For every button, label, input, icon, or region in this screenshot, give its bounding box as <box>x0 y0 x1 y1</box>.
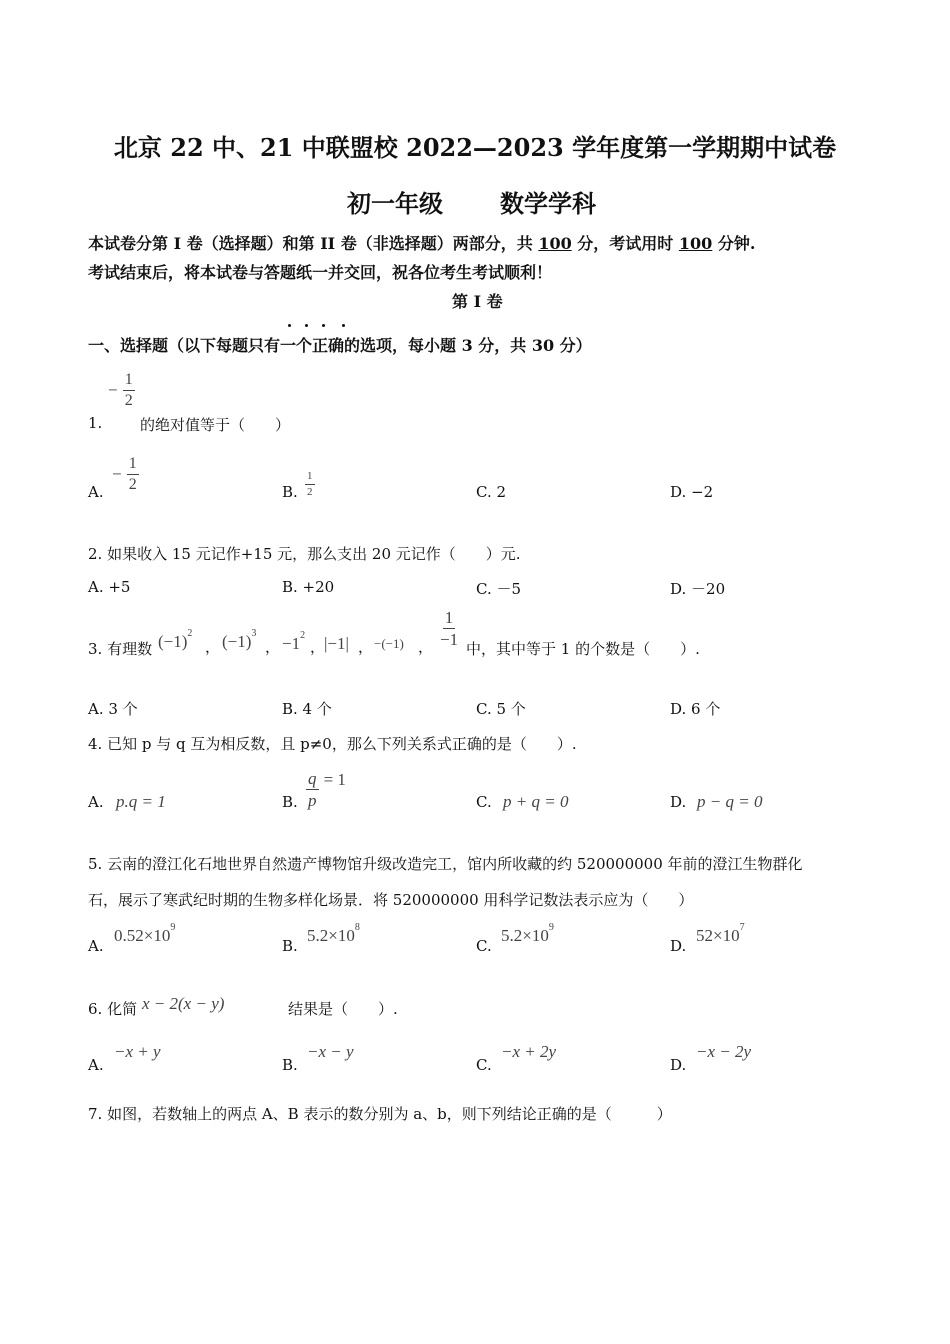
q2-option-b: B. +20 <box>282 578 335 596</box>
emphasis-dot <box>322 324 325 327</box>
q3-expr-3: $-1^2$ <box>282 630 306 653</box>
q4-option-b-expr: $\frac{q}{p}$ = 1 <box>308 769 346 810</box>
q4-option-b-label: B. <box>282 793 298 811</box>
q3-expr-5: −(−1) <box>374 636 404 651</box>
q1-option-a-value: − $\frac{1}{2}$ <box>112 455 137 493</box>
q1-number: 1. <box>88 414 103 432</box>
q3-tail: 中，其中等于 1 的个数是（ ）. <box>466 640 700 658</box>
q6-option-c-expr: −x + 2y <box>501 1042 557 1061</box>
q6-option-a-expr: −x + y <box>114 1042 161 1061</box>
q6-option-b-expr: −x − y <box>307 1042 354 1061</box>
section-heading: 一、选择题（以下每题只有一个正确的选项，每小题 3 分，共 30 分） <box>88 336 592 355</box>
q3-option-a: A. 3 个 <box>88 700 138 718</box>
exam-title: 北京 22 中、21 中联盟校 2022—2023 学年度第一学期期中试卷 <box>113 133 837 162</box>
q4-option-c-label: C. <box>476 793 492 811</box>
q4-option-d-expr: p − q = 0 <box>697 792 763 811</box>
q6-expr: x − 2(x − y) <box>142 994 225 1013</box>
q4-option-a-label: A. <box>88 793 104 811</box>
q1-option-d: D. −2 <box>670 483 714 501</box>
q3-expr-2: $(-1)^3$ <box>222 628 257 651</box>
q5-option-d-label: D. <box>670 937 687 955</box>
q5-option-d-expr: $52\times 10^7$ <box>696 922 745 945</box>
q5-option-a-expr: $0.52\times 10^9$ <box>114 922 176 945</box>
subject-label: 数学学科 <box>500 189 596 218</box>
q4-option-d-label: D. <box>670 793 687 811</box>
q5-option-c-label: C. <box>476 937 492 955</box>
exam-intro-line1: 本试卷分第 I 卷（选择题）和第 II 卷（非选择题）两部分，共 100 分，考试用时 100 分钟. <box>88 234 756 253</box>
q6-option-d-expr: −x − 2y <box>696 1042 752 1061</box>
q5-option-b-expr: $5.2\times 10^8$ <box>307 922 360 945</box>
q1-option-a-label: A. <box>88 483 104 501</box>
emphasis-dot <box>342 324 345 327</box>
q4-option-c-expr: p + q = 0 <box>503 792 569 811</box>
q3-expr-6: $\frac{1}{-1}$ <box>440 608 459 649</box>
q3-sep: ， <box>418 638 434 656</box>
emphasis-dot <box>305 324 308 327</box>
exam-duration: 100 <box>678 234 713 253</box>
q4-stem: 4. 已知 p 与 q 互为相反数，且 p≠0，那么下列关系式正确的是（ ）. <box>88 735 577 753</box>
q3-sep: ， <box>265 638 281 656</box>
q3-option-c: C. 5 个 <box>476 700 526 718</box>
q6-lead: 6. 化简 <box>88 1000 138 1018</box>
q3-lead: 3. 有理数 <box>88 640 153 658</box>
q6-option-a-label: A. <box>88 1056 104 1074</box>
q5-option-c-expr: $5.2\times 10^9$ <box>501 922 554 945</box>
total-score: 100 <box>538 234 572 253</box>
emphasis-dot <box>288 324 291 327</box>
q3-option-b: B. 4 个 <box>282 700 332 718</box>
q3-sep: ， <box>310 638 326 656</box>
q2-stem: 2. 如果收入 15 元记作+15 元，那么支出 20 元记作（ ）元. <box>88 545 521 563</box>
q6-option-d-label: D. <box>670 1056 687 1074</box>
q3-expr-1: $(-1)^2$ <box>158 628 193 651</box>
q6-tail: 结果是（ ）. <box>288 1000 398 1018</box>
q3-expr-4: |−1| <box>324 634 349 653</box>
q1-option-b-label: B. <box>282 483 298 501</box>
grade-label: 初一年级 <box>347 189 443 218</box>
q3-sep: ， <box>358 638 374 656</box>
volume-label: 第 I 卷 <box>452 292 503 311</box>
q2-option-a: A. +5 <box>88 578 131 596</box>
q1-option-b-value: $\frac{1}{2}$ <box>307 470 313 498</box>
q2-option-c: C. －5 <box>476 580 522 598</box>
q5-stem-line2: 石，展示了寒武纪时期的生物多样化场景．将 520000000 用科学记数法表示应为（ ） <box>88 891 694 909</box>
q6-option-b-label: B. <box>282 1056 298 1074</box>
q3-sep: ， <box>205 638 221 656</box>
q6-option-c-label: C. <box>476 1056 492 1074</box>
q1-stem-text: 的绝对值等于（ ） <box>140 416 291 434</box>
q1-option-c: C. 2 <box>476 483 507 501</box>
q2-option-d: D. －20 <box>670 580 726 598</box>
q5-option-a-label: A. <box>88 937 104 955</box>
q1-stem-fraction: − $\frac{1}{2}$ <box>108 371 133 409</box>
q4-option-a-expr: p.q = 1 <box>116 792 166 811</box>
q7-stem: 7. 如图，若数轴上的两点 A、B 表示的数分别为 a、b，则下列结论正确的是（ ） <box>88 1105 672 1123</box>
exam-intro-line2: 考试结束后，将本试卷与答题纸一并交回，祝各位考生考试顺利！ <box>88 263 553 282</box>
q5-stem-line1: 5. 云南的澄江化石地世界自然遗产博物馆升级改造完工，馆内所收藏的约 520000000 年前的澄江生物群化 <box>88 855 803 873</box>
q5-option-b-label: B. <box>282 937 298 955</box>
q3-option-d: D. 6 个 <box>670 700 721 718</box>
